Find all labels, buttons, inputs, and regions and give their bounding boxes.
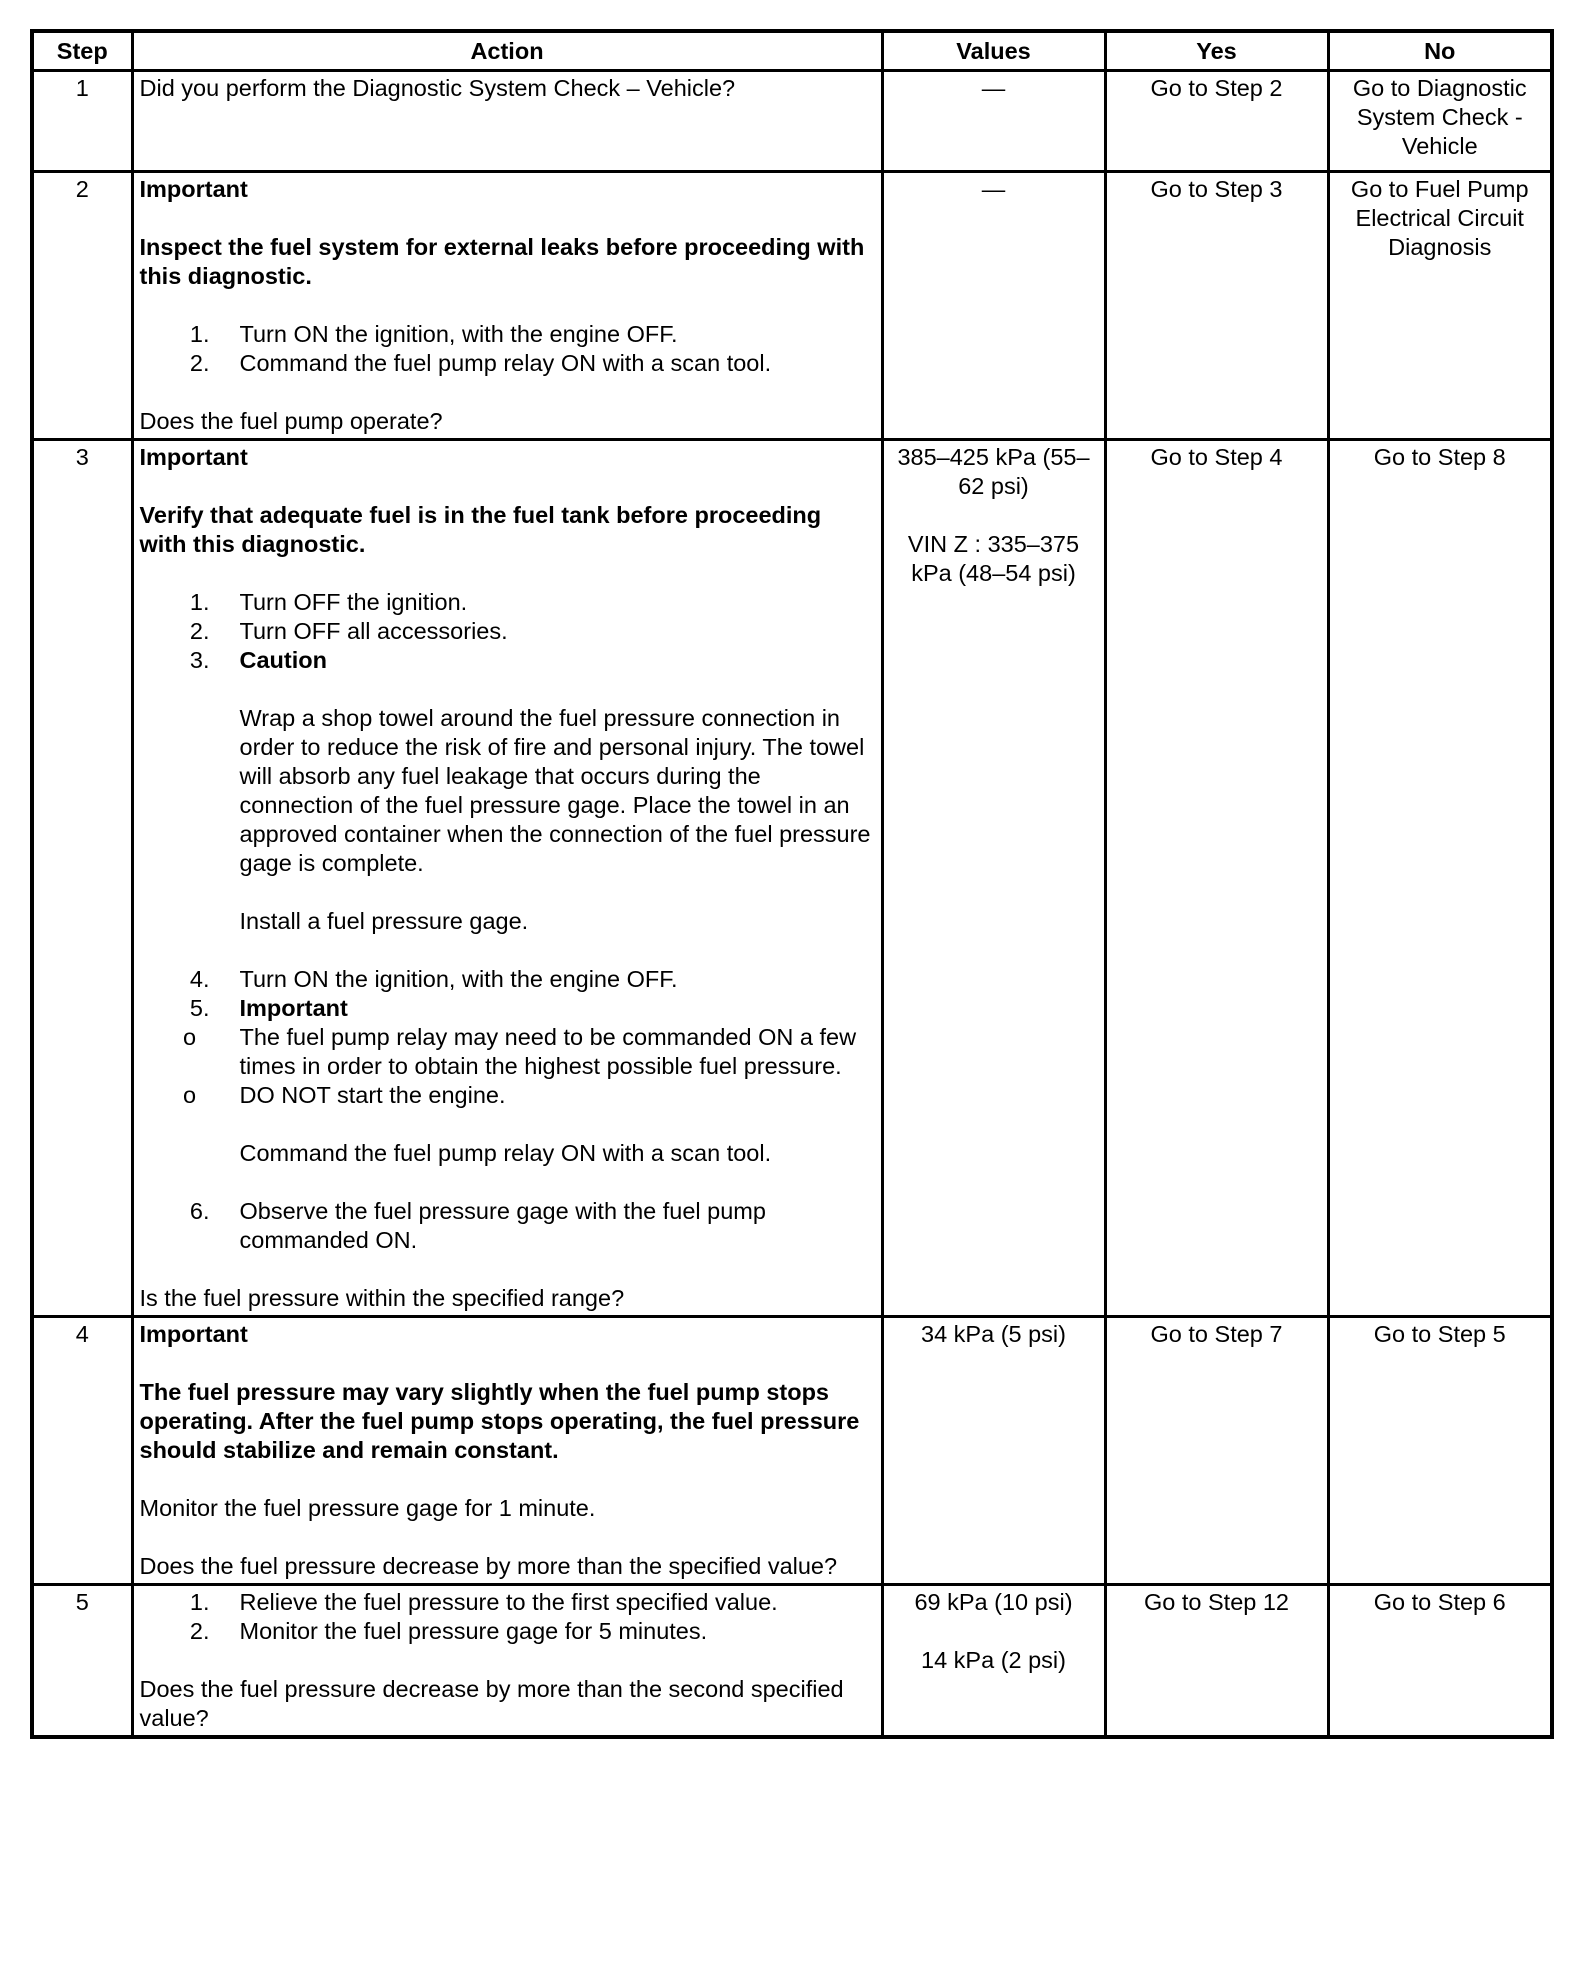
action-question: Does the fuel pressure decrease by more than the specified value? [139, 1553, 838, 1579]
values-cell [882, 440, 1105, 1317]
procedure-list-continued [140, 965, 875, 1023]
table-row-step-3 [32, 440, 1552, 1317]
bullet-list [140, 1023, 875, 1110]
list-item: 2. Command the fuel pump relay ON with a scan tool. [189, 350, 772, 376]
value-first: 69 kPa (10 psi) [914, 1589, 1073, 1615]
no-cell: Go to Step 8 [1328, 440, 1552, 1317]
action-cell [132, 1317, 882, 1585]
no-cell: Go to Step 5 [1328, 1317, 1552, 1585]
procedure-list [140, 320, 875, 378]
values-cell: — [882, 71, 1105, 172]
yes-cell: Go to Step 2 [1105, 71, 1328, 172]
diagnostic-document [30, 29, 1550, 1739]
action-cell [132, 440, 882, 1317]
list-item: 3. Caution [189, 647, 327, 673]
no-cell: Go to Step 6 [1328, 1585, 1552, 1738]
list-item: 1. Relieve the fuel pressure to the first specified value. [189, 1589, 778, 1615]
values-cell: 34 kPa (5 psi) [882, 1317, 1105, 1585]
no-cell: Go to Diagnostic System Check - Vehicle [1328, 71, 1552, 172]
value-vin-z: VIN Z : 335–375 kPa (48–54 psi) [907, 531, 1080, 586]
important-heading: Important [139, 176, 248, 202]
header-yes: Yes [1105, 31, 1328, 71]
list-item: 2. Turn OFF all accessories. [189, 618, 508, 644]
yes-cell: Go to Step 7 [1105, 1317, 1328, 1585]
list-item: 6. Observe the fuel pressure gage with the fuel pump commanded ON. [189, 1198, 766, 1253]
values-cell [882, 1585, 1105, 1738]
table-row-step-2 [32, 172, 1552, 440]
important-note: Inspect the fuel system for external leaks before proceeding with this diagnostic. [139, 234, 865, 289]
value-second: 14 kPa (2 psi) [921, 1647, 1066, 1673]
diagnostic-table [30, 29, 1554, 1739]
header-step: Step [32, 31, 132, 71]
action-question: Is the fuel pressure within the specified range? [139, 1285, 625, 1311]
monitor-instruction: Monitor the fuel pressure gage for 1 minute. [139, 1495, 596, 1521]
procedure-list-final [140, 1197, 875, 1255]
step-number: 5 [32, 1585, 132, 1738]
bullet-item: o The fuel pump relay may need to be commanded ON a few times in order to obtain the highest possible fuel pressure. [182, 1024, 857, 1079]
action-cell [132, 71, 882, 172]
table-row-step-5 [32, 1585, 1552, 1738]
header-values: Values [882, 31, 1105, 71]
action-question: Does the fuel pressure decrease by more than the second specified value? [139, 1676, 844, 1731]
list-item: 1. Turn ON the ignition, with the engine OFF. [189, 321, 678, 347]
list-item: 1. Turn OFF the ignition. [189, 589, 468, 615]
action-cell [132, 1585, 882, 1738]
install-instruction: Install a fuel pressure gage. [239, 908, 529, 934]
table-row-step-1 [32, 71, 1552, 172]
step-number: 2 [32, 172, 132, 440]
important-note: The fuel pressure may vary slightly when the fuel pump stops operating. After the fuel pump stops operating, the fuel pressure should stabilize and remain constant. [139, 1379, 860, 1463]
header-action: Action [132, 31, 882, 71]
table-row-step-4 [32, 1317, 1552, 1585]
header-row [32, 31, 1552, 71]
value-primary: 385–425 kPa (55–62 psi) [897, 444, 1090, 499]
yes-cell: Go to Step 12 [1105, 1585, 1328, 1738]
list-item: 4. Turn ON the ignition, with the engine OFF. [189, 966, 678, 992]
header-no: No [1328, 31, 1552, 71]
yes-cell: Go to Step 3 [1105, 172, 1328, 440]
procedure-list [140, 1588, 875, 1646]
important-heading: Important [139, 1321, 248, 1347]
command-instruction: Command the fuel pump relay ON with a scan tool. [239, 1140, 772, 1166]
step-number: 1 [32, 71, 132, 172]
list-item: 5. Important [189, 995, 348, 1021]
action-cell [132, 172, 882, 440]
procedure-list [140, 588, 875, 675]
values-cell: — [882, 172, 1105, 440]
action-question: Did you perform the Diagnostic System Check – Vehicle? [139, 75, 736, 101]
important-note: Verify that adequate fuel is in the fuel tank before proceeding with this diagnostic. [139, 502, 822, 557]
action-question: Does the fuel pump operate? [139, 408, 443, 434]
caution-text: Wrap a shop towel around the fuel pressure connection in order to reduce the risk of fire and personal injury. The towel will absorb any fuel leakage that occurs during the connection of the fuel pressure gage. Place the towel in an approved container when the connection of the fuel pressure gage is complete. [239, 705, 871, 876]
no-cell: Go to Fuel Pump Electrical Circuit Diagnosis [1328, 172, 1552, 440]
list-item: 2. Monitor the fuel pressure gage for 5 minutes. [189, 1618, 708, 1644]
step-number: 4 [32, 1317, 132, 1585]
yes-cell: Go to Step 4 [1105, 440, 1328, 1317]
important-heading: Important [139, 444, 248, 470]
bullet-item: o DO NOT start the engine. [182, 1082, 506, 1108]
step-number: 3 [32, 440, 132, 1317]
